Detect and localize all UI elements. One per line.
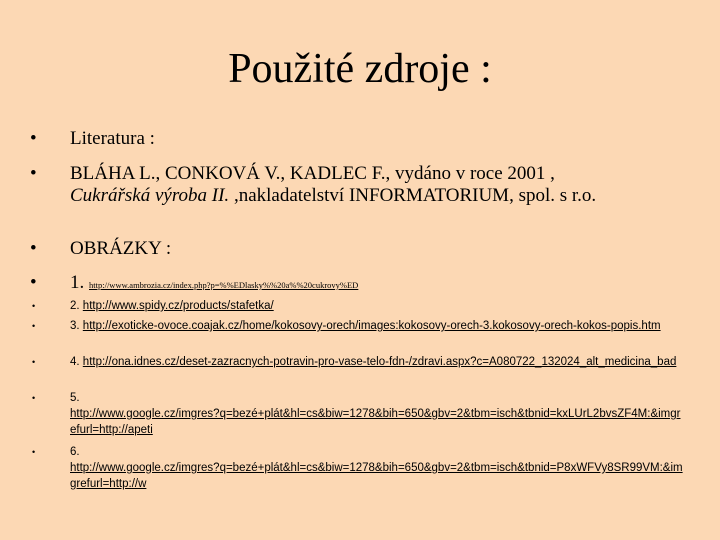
- image-source-link-3[interactable]: http://exoticke-ovoce.coajak.cz/home/kokosovy-orech/images:kokosovy-orech-3.kokosovy-orech-kokos-popis.htm: [82, 320, 661, 332]
- image-source-item-1: [30, 272, 684, 296]
- literature-entry-item: [30, 163, 684, 207]
- bullet: •: [32, 321, 36, 331]
- image-source-link-2[interactable]: http://www.spidy.cz/products/stafetka/: [82, 300, 274, 312]
- image-source-item-2: [30, 298, 684, 314]
- image-source-item-5: [30, 390, 684, 438]
- image-source-item-3: [30, 318, 684, 334]
- literature-authors: BLÁHA L., CONKOVÁ V., KADLEC F., vydáno v roce 2001 ,: [70, 163, 555, 184]
- images-heading: OBRÁZKY :: [70, 238, 172, 259]
- image-source-number: 6.: [70, 446, 80, 458]
- image-source-number: 5.: [70, 392, 80, 404]
- image-source-number: 4.: [70, 356, 80, 368]
- image-source-item-6: [30, 444, 684, 492]
- bullet: •: [32, 301, 36, 311]
- bullet: •: [32, 447, 36, 457]
- literature-entry: [70, 163, 684, 207]
- image-source-link-6[interactable]: http://www.google.cz/imgres?q=bezé+plát&hl=cs&biw=1278&bih=650&gbv=2&tbm=isch&tbnid=P8xWFVy8SR99VM:&imgrefurl=http://w: [70, 462, 683, 490]
- bullet: •: [30, 163, 37, 184]
- image-source-number: 2.: [70, 300, 80, 312]
- image-source-number: 1.: [70, 272, 85, 293]
- literature-publisher: ,nakladatelství INFORMATORIUM, spol. s r.o.: [229, 185, 597, 206]
- image-source-item-4: [30, 354, 684, 370]
- bullet: •: [32, 393, 36, 403]
- images-heading-item: [30, 238, 684, 260]
- bullet: •: [30, 128, 37, 149]
- literature-heading-item: [30, 128, 684, 150]
- bullet: •: [30, 238, 37, 259]
- bullet: •: [32, 357, 36, 367]
- literature-book-title: Cukrářská výroba II.: [70, 185, 230, 206]
- page-title: Použité zdroje :: [228, 46, 492, 92]
- image-source-link-1[interactable]: http://www.ambrozia.cz/index.php?p=%%EDlasky%%20a%%20cukrovy%ED: [89, 280, 359, 290]
- literature-heading: Literatura :: [70, 128, 155, 149]
- bullet: •: [30, 272, 37, 293]
- image-source-link-4[interactable]: http://ona.idnes.cz/deset-zazracnych-potravin-pro-vase-telo-fdn-/zdravi.aspx?c=A080722_132024_alt_medicina_bad: [82, 356, 677, 368]
- image-source-link-5[interactable]: http://www.google.cz/imgres?q=bezé+plát&hl=cs&biw=1278&bih=650&gbv=2&tbm=isch&tbnid=kxLUrL2bvsZF4M:&imgrefurl=http://apeti: [70, 408, 681, 436]
- image-source-number: 3.: [70, 320, 80, 332]
